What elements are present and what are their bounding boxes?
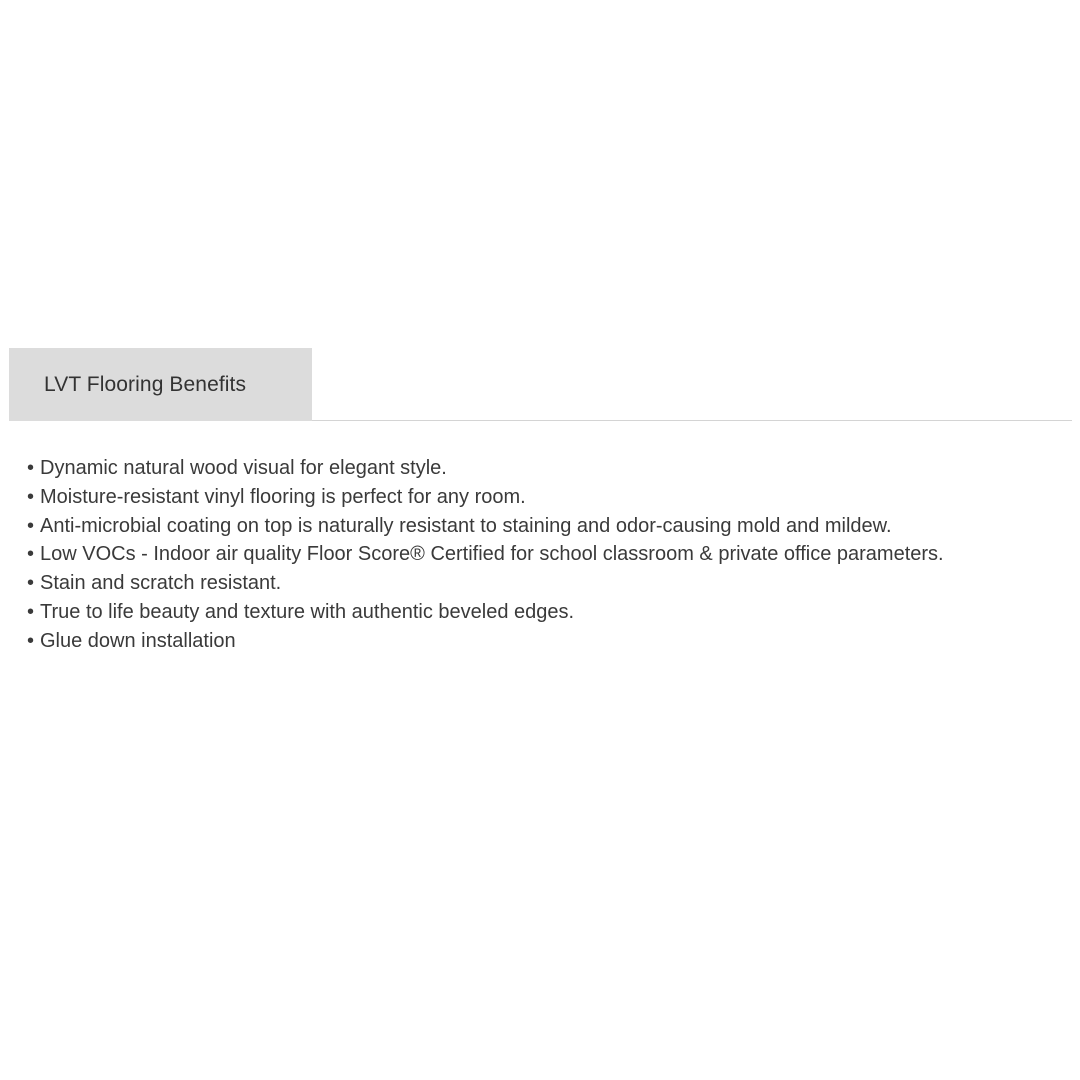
list-item [27, 598, 1072, 627]
list-item [27, 483, 1072, 512]
list-item [27, 454, 1072, 483]
list-item-text: Dynamic natural wood visual for elegant style. [40, 457, 447, 479]
list-item-text: Glue down installation [40, 629, 236, 652]
list-item-text: True to life beauty and texture with authentic beveled edges. [40, 600, 575, 623]
tab-content [27, 454, 1072, 656]
bullet-icon: • [27, 600, 35, 623]
tab-label: LVT Flooring Benefits [44, 372, 247, 396]
list-item-text: Stain and scratch resistant. [40, 572, 282, 595]
list-item-text: Low VOCs - Indoor air quality Floor Score® Certified for school classroom & private office parameters. [40, 543, 944, 566]
list-item-text: Moisture-resistant vinyl flooring is perfect for any room. [40, 485, 526, 508]
tab-lvt-flooring-benefits[interactable] [9, 348, 312, 421]
list-item [27, 627, 1072, 656]
bullet-icon: • [27, 514, 35, 537]
bullet-icon: • [27, 572, 35, 595]
bullet-icon: • [27, 543, 35, 566]
list-item [27, 569, 1072, 598]
tab-bar [9, 348, 1072, 421]
list-item [27, 512, 1072, 541]
bullet-icon: • [27, 457, 35, 479]
benefits-list [27, 454, 1072, 656]
bullet-icon: • [27, 485, 35, 508]
list-item [27, 540, 1072, 569]
bullet-icon: • [27, 629, 35, 652]
list-item-text: Anti-microbial coating on top is naturally resistant to staining and odor-causing mold and mildew. [40, 514, 892, 537]
